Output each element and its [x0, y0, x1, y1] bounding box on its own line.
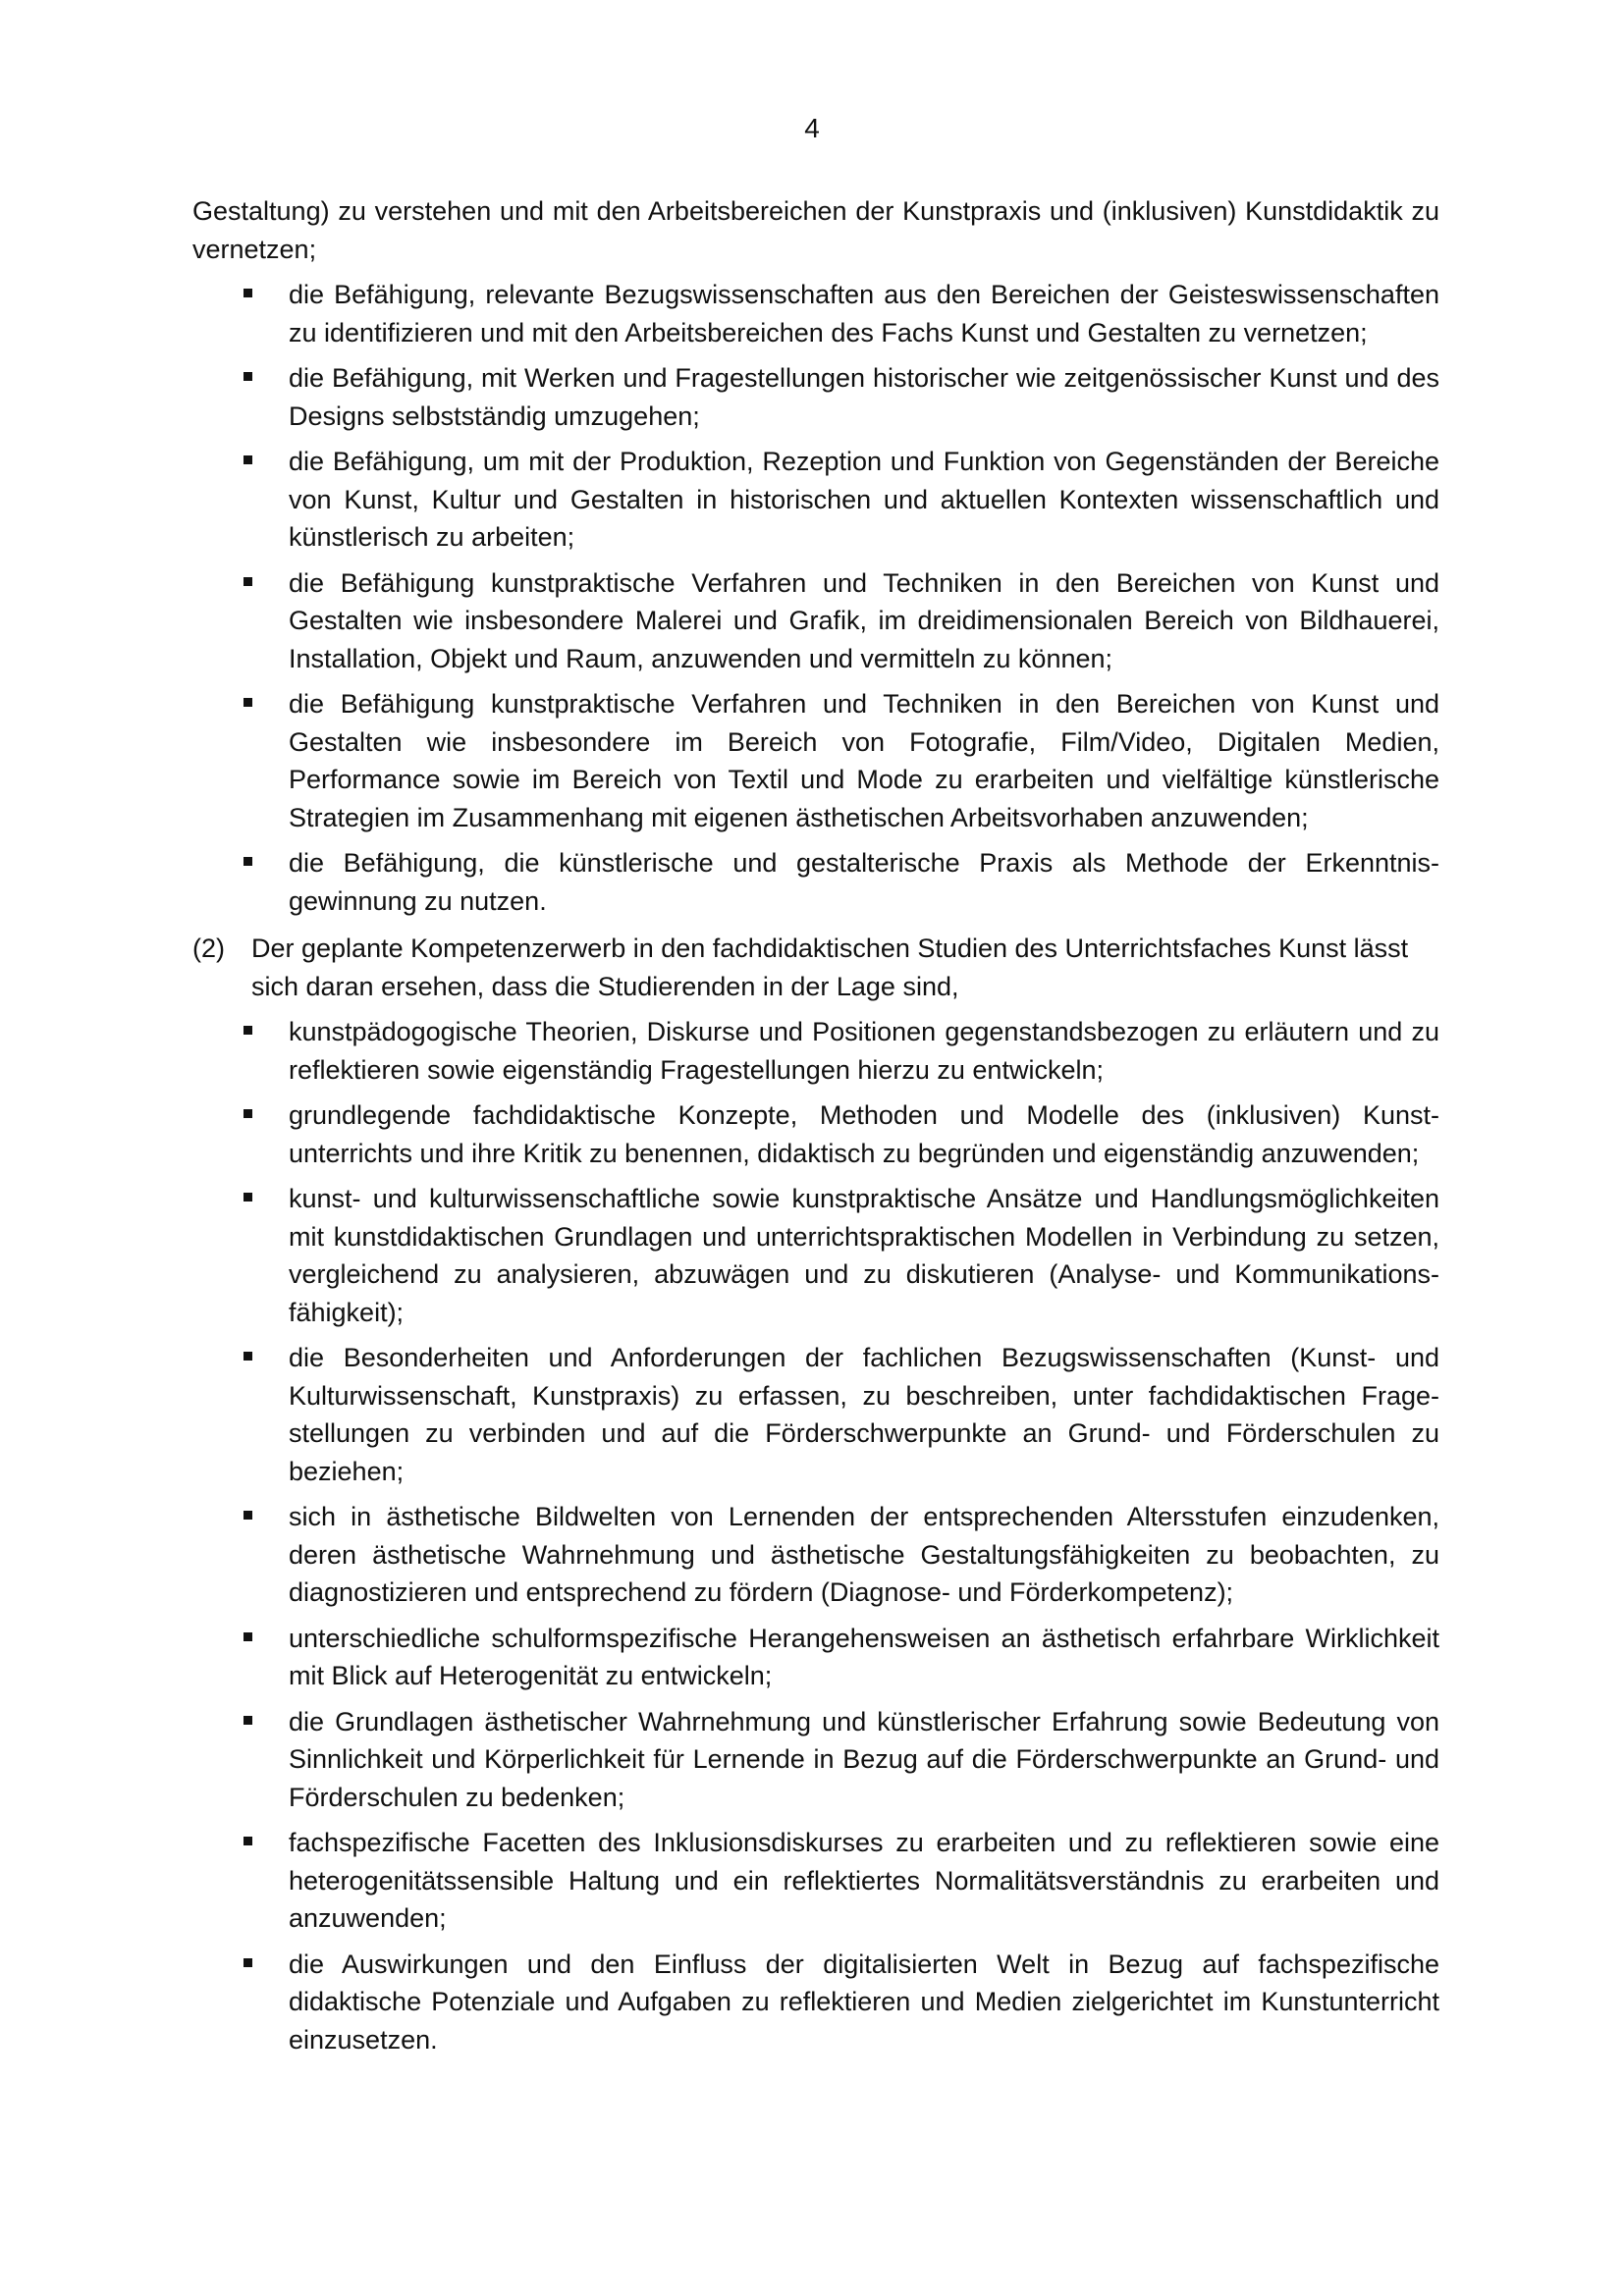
square-bullet-icon — [244, 455, 252, 464]
list-item — [192, 1703, 1439, 1817]
list-item — [192, 276, 1439, 351]
list-item-text: die Besonderheiten und Anforderungen der fachlichen Bezugswissenschaften (Kunst- und Kulturwissenschaft, Kunstpraxis) zu erfassen, zu beschreiben, unter fachdidaktischen Frage-stellungen zu verbinden und auf die Förderschwerpunkte an Grund- und Förderschulen zu beziehen; — [289, 1343, 1439, 1486]
section-2-label: (2) — [192, 934, 225, 963]
square-bullet-icon — [244, 1958, 252, 1967]
list-item — [192, 1096, 1439, 1172]
list-item-text: grundlegende fachdidaktische Konzepte, Methoden und Modelle des (inklusiven) Kunst-unterrichts und ihre Kritik zu benennen, didaktisch zu begründen und eigenständig anzuwenden; — [289, 1100, 1439, 1168]
list-item-text: kunst- und kulturwissenschaftliche sowie kunstpraktische Ansätze und Handlungsmöglichkeiten mit kunstdidaktischen Grundlagen und unterrichtspraktischen Modellen in Verbindung zu setzen, vergleichend zu analysieren, abzuwägen und zu diskutieren (Analyse- und Kommunikations-fähigkeit); — [289, 1184, 1439, 1327]
square-bullet-icon — [244, 857, 252, 866]
section-2-paragraph — [192, 930, 1439, 1005]
section-2-text: Der geplante Kompetenzerwerb in den fachdidaktischen Studien des Unterrichtsfaches Kunst lässt sich daran ersehen, dass die Studierenden in der Lage sind, — [251, 934, 1409, 1001]
list-item-text: die Befähigung kunstpraktische Verfahren und Techniken in den Bereichen von Kunst und Gestalten wie insbesondere im Bereich von Fotografie, Film/Video, Digitalen Medien, Performance sowie im Bereich von Textil und Mode zu erarbeiten und vielfältige künstlerische Strategien im Zusammenhang mit eigenen ästhetischen Arbeitsvorhaben anzuwenden; — [289, 689, 1439, 832]
page-number: 4 — [804, 113, 820, 143]
list-item-text: fachspezifische Facetten des Inklusionsdiskurses zu erarbeiten und zu reflektieren sowie eine heterogenitätssensible Haltung und ein reflektiertes Normalitätsverständnis zu erarbeiten und anzuwenden; — [289, 1828, 1439, 1933]
list-item-text: kunstpädogogische Theorien, Diskurse und Positionen gegenstandsbezogen zu erläutern und zu reflektieren sowie eigenständig Fragestellungen hierzu zu entwickeln; — [289, 1017, 1439, 1085]
square-bullet-icon — [244, 1193, 252, 1201]
list-item-text: unterschiedliche schulformspezifische Herangehensweisen an ästhetisch erfahrbare Wirklichkeit mit Blick auf Heterogenität zu entwickeln; — [289, 1623, 1439, 1690]
list-item — [192, 685, 1439, 836]
list-item — [192, 564, 1439, 678]
continuation-paragraph: Gestaltung) zu verstehen und mit den Arbeitsbereichen der Kunstpraxis und (inklusiven) Kunstdidaktik zu vernetzen; — [192, 196, 1439, 264]
competence-list-2 — [192, 1013, 1439, 2058]
square-bullet-icon — [244, 1352, 252, 1361]
list-item-text: die Auswirkungen und den Einfluss der digitalisierten Welt in Bezug auf fachspezifische didaktische Potenziale und Aufgaben zu reflektieren und Medien zielgerichtet im Kunstunterricht einzusetzen. — [289, 1949, 1439, 2055]
list-item-text: die Befähigung, die künstlerische und gestalterische Praxis als Methode der Erkenntnis-gewinnung zu nutzen. — [289, 848, 1439, 916]
list-item — [192, 443, 1439, 557]
square-bullet-icon — [244, 1109, 252, 1118]
square-bullet-icon — [244, 1026, 252, 1035]
list-item — [192, 844, 1439, 920]
list-item — [192, 1498, 1439, 1612]
square-bullet-icon — [244, 1632, 252, 1641]
list-item-text: die Befähigung, relevante Bezugswissenschaften aus den Bereichen der Geisteswissenschaften zu identifizieren und mit den Arbeitsbereichen des Fachs Kunst und Gestalten zu vernetzen; — [289, 280, 1439, 347]
list-item — [192, 1620, 1439, 1695]
square-bullet-icon — [244, 1511, 252, 1520]
square-bullet-icon — [244, 1716, 252, 1725]
list-item-text: die Befähigung kunstpraktische Verfahren und Techniken in den Bereichen von Kunst und Gestalten wie insbesondere Malerei und Grafik, im dreidimensionalen Bereich von Bildhauerei, Installation, Objekt und Raum, anzuwenden und vermitteln zu können; — [289, 567, 1439, 673]
square-bullet-icon — [244, 1837, 252, 1845]
square-bullet-icon — [244, 577, 252, 586]
list-item — [192, 1339, 1439, 1490]
list-item — [192, 1180, 1439, 1331]
square-bullet-icon — [244, 698, 252, 707]
list-item-text: die Befähigung, mit Werken und Fragestellungen historischer wie zeitgenössischer Kunst und des Designs selbstständig umzugehen; — [289, 363, 1439, 431]
list-item — [192, 1824, 1439, 1938]
list-item — [192, 1946, 1439, 2059]
list-item — [192, 1013, 1439, 1089]
square-bullet-icon — [244, 289, 252, 297]
competence-list-1 — [192, 276, 1439, 920]
square-bullet-icon — [244, 372, 252, 381]
list-item — [192, 359, 1439, 435]
document-body — [192, 192, 1439, 2058]
list-item-text: die Befähigung, um mit der Produktion, Rezeption und Funktion von Gegenständen der Bereiche von Kunst, Kultur und Gestalten in historischen und aktuellen Kontexten wissenschaftlich und künstlerisch zu arbeiten; — [289, 447, 1439, 552]
list-item-text: sich in ästhetische Bildwelten von Lernenden der entsprechenden Altersstufen einzudenken, deren ästhetische Wahrnehmung und ästhetische Gestaltungsfähigkeiten zu beobachten, zu diagnostizieren und entsprechend zu fördern (Diagnose- und Förderkompetenz); — [289, 1502, 1439, 1607]
list-item-text: die Grundlagen ästhetischer Wahrnehmung und künstlerischer Erfahrung sowie Bedeutung von Sinnlichkeit und Körperlichkeit für Lernende in Bezug auf die Förderschwerpunkte an Grund- und Förderschulen zu bedenken; — [289, 1706, 1439, 1812]
